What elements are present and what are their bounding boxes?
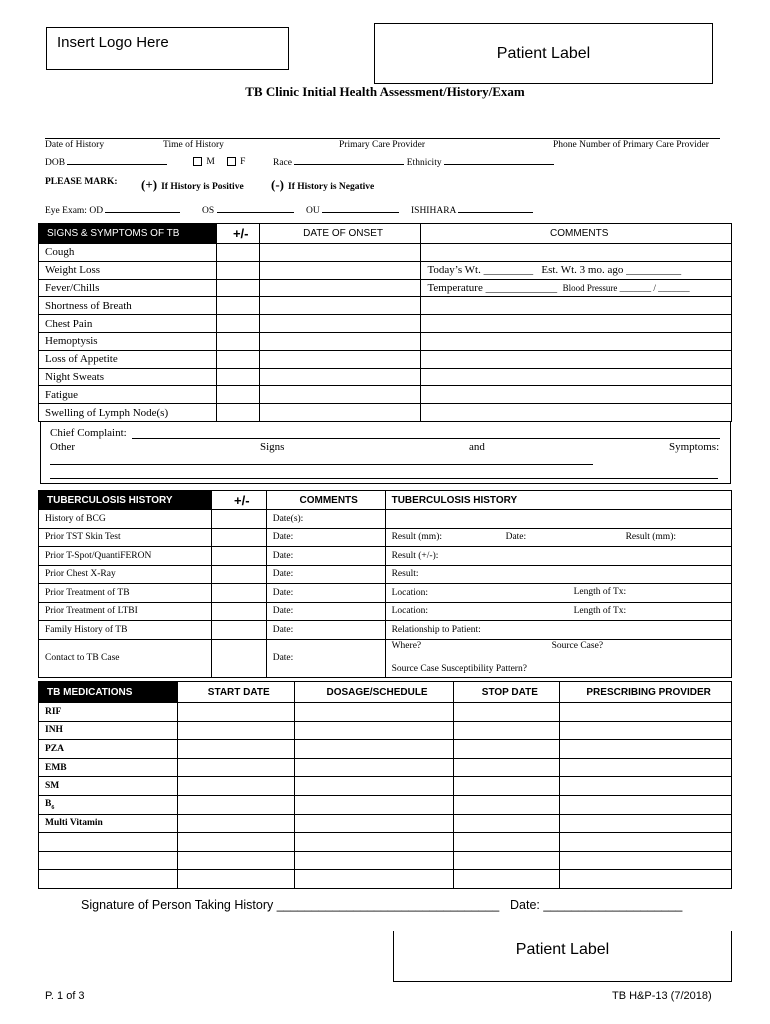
dosage-cell[interactable] — [294, 777, 454, 796]
comments-header: COMMENTS — [421, 224, 732, 244]
race-field[interactable] — [294, 164, 404, 165]
prescriber-cell[interactable] — [560, 814, 732, 833]
symptoms-table — [38, 223, 732, 422]
dosage-cell[interactable] — [294, 703, 454, 722]
prescriber-cell[interactable] — [560, 833, 732, 852]
onset-cell[interactable] — [259, 350, 421, 368]
stop-date-header: STOP DATE — [454, 682, 560, 703]
onset-cell[interactable] — [259, 404, 421, 422]
dob-field[interactable] — [67, 164, 167, 165]
plusminus-cell[interactable] — [216, 261, 259, 279]
plusminus-cell[interactable] — [211, 584, 266, 603]
dosage-header: DOSAGE/SCHEDULE — [294, 682, 454, 703]
ltbi-location: Location: — [391, 606, 428, 617]
os-label: OS — [202, 206, 215, 216]
dosage-cell[interactable] — [294, 870, 454, 889]
med-rif: RIF — [39, 703, 178, 722]
stop-date-cell[interactable] — [454, 870, 560, 889]
dosage-cell[interactable] — [294, 740, 454, 759]
start-date-cell[interactable] — [177, 833, 294, 852]
med-blank-cell[interactable] — [39, 833, 178, 852]
prescriber-cell[interactable] — [560, 777, 732, 796]
comment-cell[interactable] — [421, 332, 732, 350]
chief-complaint-box — [40, 421, 731, 484]
med-pza: PZA — [39, 740, 178, 759]
page-number: P. 1 of 3 — [45, 990, 85, 1002]
dosage-cell[interactable] — [294, 851, 454, 870]
symptoms-header: SIGNS & SYMPTOMS OF TB — [39, 224, 217, 244]
comment-cell[interactable] — [421, 368, 732, 386]
plusminus-cell[interactable] — [211, 510, 266, 529]
os-row — [202, 206, 294, 216]
tb-treatment-location: Location: — [391, 587, 428, 598]
prescriber-cell[interactable] — [560, 870, 732, 889]
start-date-header: START DATE — [177, 682, 294, 703]
onset-cell[interactable] — [259, 332, 421, 350]
dosage-cell[interactable] — [294, 758, 454, 777]
stop-date-cell[interactable] — [454, 795, 560, 814]
comment-cell[interactable]: Date: — [266, 602, 385, 621]
prescriber-cell[interactable] — [560, 758, 732, 777]
med-blank-cell[interactable] — [39, 851, 178, 870]
source-case-label: Source Case? — [551, 640, 604, 651]
med-emb: EMB — [39, 758, 178, 777]
positive-legend — [141, 176, 244, 194]
medications-header: TB MEDICATIONS — [39, 682, 178, 703]
onset-cell[interactable] — [259, 315, 421, 333]
onset-cell[interactable] — [259, 386, 421, 404]
plusminus-cell[interactable] — [216, 368, 259, 386]
ltbi-length: Length of Tx: — [573, 605, 627, 616]
logo-placeholder: Insert Logo Here — [46, 27, 289, 70]
comment-cell[interactable]: Date: — [266, 621, 385, 640]
comment-cell[interactable] — [421, 350, 732, 368]
onset-cell[interactable] — [259, 368, 421, 386]
plusminus-cell[interactable] — [216, 386, 259, 404]
plusminus-cell[interactable] — [211, 528, 266, 547]
table-row — [39, 261, 732, 279]
tst-label: Prior TST Skin Test — [39, 528, 212, 547]
table-row — [39, 721, 732, 740]
patient-label-top: Patient Label — [374, 23, 713, 84]
bcg-label: History of BCG — [39, 510, 212, 529]
symptom-chest-pain: Chest Pain — [39, 315, 217, 333]
plusminus-cell[interactable] — [216, 315, 259, 333]
symptom-appetite: Loss of Appetite — [39, 350, 217, 368]
detail-cell[interactable]: Result (+/-): — [385, 547, 731, 566]
ou-row — [306, 206, 399, 216]
comment-cell[interactable]: Date: — [266, 584, 385, 603]
symptom-hemoptysis: Hemoptysis — [39, 332, 217, 350]
plusminus-cell[interactable] — [216, 332, 259, 350]
plusminus-cell[interactable] — [211, 602, 266, 621]
med-b6-letter: B — [45, 798, 52, 809]
dosage-cell[interactable] — [294, 795, 454, 814]
stop-date-cell[interactable] — [454, 814, 560, 833]
table-row — [39, 528, 732, 547]
med-blank-cell[interactable] — [39, 870, 178, 889]
table-row — [39, 386, 732, 404]
primary-care-label: Primary Care Provider — [339, 140, 426, 150]
female-checkbox[interactable] — [227, 157, 236, 166]
ethnicity-label: Ethnicity — [406, 158, 442, 168]
detail-cell[interactable] — [385, 584, 731, 603]
ishihara-row — [411, 206, 533, 216]
detail-cell[interactable] — [385, 602, 731, 621]
ishihara-field[interactable] — [458, 212, 533, 213]
prescriber-header: PRESCRIBING PROVIDER — [560, 682, 732, 703]
where-label: Where? — [391, 640, 422, 651]
eye-exam-label: Eye Exam: — [45, 206, 87, 216]
tb-plusminus-header: +/- — [211, 491, 266, 510]
signs-label: Signs — [260, 441, 285, 453]
plus-text: If History is Positive — [161, 182, 244, 192]
time-of-history-label: Time of History — [163, 140, 224, 150]
tst-result-2: Result (mm): — [625, 531, 676, 542]
eye-exam-row — [45, 206, 180, 216]
start-date-cell[interactable] — [177, 777, 294, 796]
onset-header: DATE OF ONSET — [259, 224, 421, 244]
symptom-weight-loss: Weight Loss — [39, 261, 217, 279]
tb-comments-header: COMMENTS — [266, 491, 385, 510]
prescriber-cell[interactable] — [560, 703, 732, 722]
dosage-cell[interactable] — [294, 833, 454, 852]
cxr-label: Prior Chest X-Ray — [39, 565, 212, 584]
stop-date-cell[interactable] — [454, 833, 560, 852]
detail-cell[interactable]: Result: — [385, 565, 731, 584]
todays-weight: Today’s Wt. _________ — [427, 264, 534, 277]
table-row — [39, 814, 732, 833]
comment-cell[interactable]: Date: — [266, 528, 385, 547]
start-date-cell[interactable] — [177, 795, 294, 814]
vitals-comment-cell[interactable] — [421, 279, 732, 297]
table-row — [39, 510, 732, 529]
date-of-history-label: Date of History — [45, 140, 105, 150]
table-row — [39, 368, 732, 386]
sex-options — [193, 157, 245, 167]
female-label: F — [240, 157, 246, 167]
ltbi-treatment-label: Prior Treatment of LTBI — [39, 602, 212, 621]
table-row — [39, 703, 732, 722]
start-date-cell[interactable] — [177, 721, 294, 740]
stop-date-cell[interactable] — [454, 851, 560, 870]
susceptibility-label: Source Case Susceptibility Pattern? — [391, 663, 527, 674]
and-label: and — [469, 441, 485, 453]
prescriber-cell[interactable] — [560, 721, 732, 740]
onset-cell[interactable] — [259, 279, 421, 297]
plusminus-cell[interactable] — [216, 244, 259, 262]
start-date-cell[interactable] — [177, 703, 294, 722]
please-mark-row — [45, 177, 118, 187]
comment-cell[interactable] — [421, 244, 732, 262]
race-row — [273, 158, 554, 168]
plusminus-cell[interactable] — [216, 404, 259, 422]
ou-field[interactable] — [322, 212, 399, 213]
detail-cell[interactable] — [385, 528, 731, 547]
est-weight: Est. Wt. 3 mo. ago __________ — [541, 264, 682, 277]
onset-cell[interactable] — [259, 297, 421, 315]
complaint-line-2[interactable] — [50, 478, 718, 479]
dosage-cell[interactable] — [294, 721, 454, 740]
table-row — [39, 279, 732, 297]
stop-date-cell[interactable] — [454, 721, 560, 740]
od-label: OD — [89, 206, 104, 216]
plusminus-cell[interactable] — [211, 621, 266, 640]
plusminus-cell[interactable] — [211, 639, 266, 677]
tst-result: Result (mm): — [391, 532, 442, 543]
temperature: Temperature _____________ — [427, 281, 558, 294]
os-field[interactable] — [217, 212, 294, 213]
ou-label: OU — [306, 206, 320, 216]
phone-primary-care-label: Phone Number of Primary Care Provider — [553, 140, 709, 150]
plusminus-cell[interactable] — [216, 279, 259, 297]
top-rule — [45, 138, 720, 139]
comment-cell[interactable]: Date: — [266, 639, 385, 677]
table-row — [39, 870, 732, 889]
table-row — [39, 621, 732, 640]
med-sm: SM — [39, 777, 178, 796]
weight-comment-cell[interactable] — [421, 261, 732, 279]
symptom-sob: Shortness of Breath — [39, 297, 217, 315]
comment-cell[interactable]: Date: — [266, 565, 385, 584]
table-row — [39, 602, 732, 621]
tb-history-header: TUBERCULOSIS HISTORY — [39, 491, 212, 510]
minus-text: If History is Negative — [288, 182, 375, 192]
complaint-line-1[interactable] — [50, 464, 593, 465]
start-date-cell[interactable] — [177, 851, 294, 870]
race-label: Race — [273, 158, 292, 168]
signature-date-line[interactable]: Date: ____________________ — [510, 898, 683, 912]
comment-cell[interactable] — [421, 386, 732, 404]
tb-history-table — [38, 490, 732, 678]
plus-symbol: (+) — [141, 177, 158, 192]
comment-cell[interactable]: Date(s): — [266, 510, 385, 529]
blood-pressure: Blood Pressure _______ / _______ — [562, 282, 690, 293]
table-row — [39, 404, 732, 422]
tb-history-right-header: TUBERCULOSIS HISTORY — [385, 491, 731, 510]
table-row — [39, 350, 732, 368]
detail-cell[interactable] — [385, 510, 731, 529]
symptom-fatigue: Fatigue — [39, 386, 217, 404]
plusminus-cell[interactable] — [216, 297, 259, 315]
other-label: Other — [50, 441, 76, 453]
table-row — [39, 740, 732, 759]
stop-date-cell[interactable] — [454, 777, 560, 796]
table-row — [39, 565, 732, 584]
med-multivitamin: Multi Vitamin — [39, 814, 178, 833]
start-date-cell[interactable] — [177, 758, 294, 777]
comment-cell[interactable]: Date: — [266, 547, 385, 566]
family-history-label: Family History of TB — [39, 621, 212, 640]
comment-cell[interactable] — [421, 404, 732, 422]
ethnicity-field[interactable] — [444, 164, 554, 165]
onset-cell[interactable] — [259, 244, 421, 262]
male-label: M — [206, 157, 215, 167]
negative-legend — [271, 176, 374, 194]
table-row — [39, 547, 732, 566]
prescriber-cell[interactable] — [560, 740, 732, 759]
onset-cell[interactable] — [259, 261, 421, 279]
please-mark-label: PLEASE MARK: — [45, 177, 118, 187]
symptom-fever: Fever/Chills — [39, 279, 217, 297]
patient-label-bottom: Patient Label — [515, 941, 610, 958]
page-title: TB Clinic Initial Health Assessment/History/Exam — [245, 84, 525, 99]
symptom-night-sweats: Night Sweats — [39, 368, 217, 386]
comment-cell[interactable] — [421, 297, 732, 315]
table-row — [39, 297, 732, 315]
od-field[interactable] — [105, 212, 180, 213]
contact-detail-cell[interactable] — [385, 639, 731, 677]
detail-cell[interactable]: Relationship to Patient: — [385, 621, 731, 640]
start-date-cell[interactable] — [177, 740, 294, 759]
dosage-cell[interactable] — [294, 814, 454, 833]
start-date-cell[interactable] — [177, 870, 294, 889]
med-inh: INH — [39, 721, 178, 740]
table-row — [39, 315, 732, 333]
chief-complaint-field[interactable] — [132, 438, 720, 439]
ishihara-label: ISHIHARA — [411, 206, 456, 216]
table-row — [39, 244, 732, 262]
table-row — [39, 795, 732, 814]
med-b6-subscript: 6 — [51, 804, 55, 811]
table-row — [39, 851, 732, 870]
prescriber-cell[interactable] — [560, 851, 732, 870]
dob-row — [45, 158, 167, 168]
form-code: TB H&P-13 (7/2018) — [612, 990, 712, 1002]
dob-label: DOB — [45, 158, 66, 168]
table-row — [39, 584, 732, 603]
table-row — [39, 777, 732, 796]
minus-symbol: (-) — [271, 177, 284, 192]
tst-date: Date: — [505, 531, 527, 542]
medications-table — [38, 681, 732, 889]
symptom-lymph: Swelling of Lymph Node(s) — [39, 404, 217, 422]
plusminus-cell[interactable] — [211, 565, 266, 584]
comment-cell[interactable] — [421, 315, 732, 333]
signature-line[interactable]: Signature of Person Taking History ________________________________ — [81, 898, 500, 912]
table-row — [39, 833, 732, 852]
table-row — [39, 639, 732, 677]
symptoms-label: Symptoms: — [669, 441, 720, 453]
tb-treatment-label: Prior Treatment of TB — [39, 584, 212, 603]
table-row — [39, 758, 732, 777]
stop-date-cell[interactable] — [454, 703, 560, 722]
prescriber-cell[interactable] — [560, 795, 732, 814]
chief-complaint-label: Chief Complaint: — [50, 427, 127, 439]
stop-date-cell[interactable] — [454, 740, 560, 759]
table-row — [39, 332, 732, 350]
start-date-cell[interactable] — [177, 814, 294, 833]
med-b6 — [39, 795, 178, 814]
symptoms-plusminus-header: +/- — [216, 224, 259, 244]
plusminus-cell[interactable] — [216, 350, 259, 368]
male-checkbox[interactable] — [193, 157, 202, 166]
tspot-label: Prior T-Spot/QuantiFERON — [39, 547, 212, 566]
contact-label: Contact to TB Case — [39, 639, 212, 677]
tb-treatment-length: Length of Tx: — [573, 587, 627, 597]
symptom-cough: Cough — [39, 244, 217, 262]
stop-date-cell[interactable] — [454, 758, 560, 777]
plusminus-cell[interactable] — [211, 547, 266, 566]
